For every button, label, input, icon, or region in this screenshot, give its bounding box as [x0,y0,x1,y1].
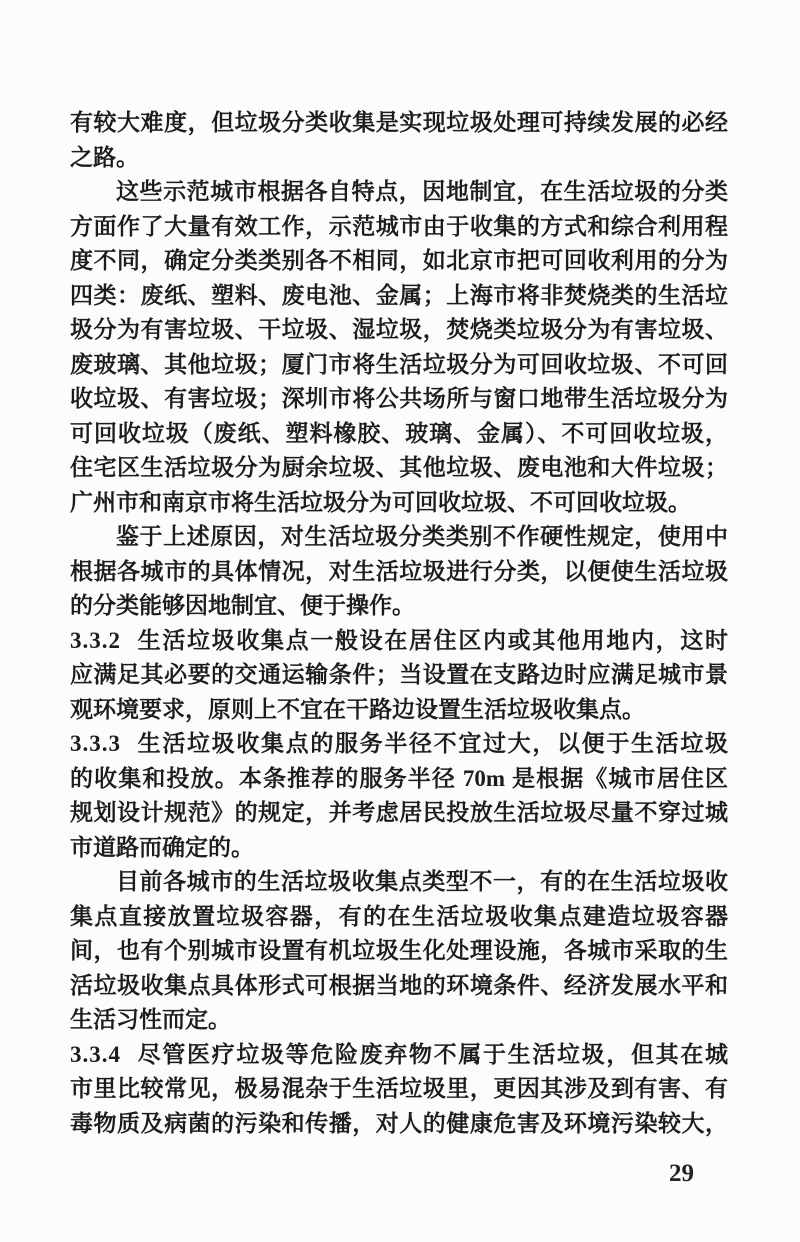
text-line: 生活习性而定。 [70,1007,231,1032]
clause-number: 3.3.4 [70,1041,121,1067]
text-line: 应满足其必要的交通运输条件；当设置在支路边时应满足城市景 [70,662,728,687]
clause-number: 3.3.2 [70,627,121,653]
text-line: 的收集和投放。本条推荐的服务半径 70m 是根据《城市居住区 [70,765,728,791]
clause-number: 3.3.3 [70,731,121,756]
text-line: 有较大难度，但垃圾分类收集是实现垃圾处理可持续发展的必经 [70,110,728,135]
clause-text: 生活垃圾收集点一般设在居住区内或其他用地内，这时 [136,627,728,653]
text-line: 的分类能够因地制宜、便于操作。 [70,593,415,618]
clause-3-3-4 [70,1038,728,1073]
text-line: 集点直接放置垃圾容器，有的在生活垃圾收集点建造垃圾容器 [70,903,728,929]
text-line: 鉴于上述原因，对生活垃圾分类类别不作硬性规定，使用中 [116,524,728,549]
text-line: 根据各城市的具体情况，对生活垃圾进行分类，以便使生活垃圾 [70,558,728,584]
text-line: 观环境要求，原则上不宜在干路边设置生活垃圾收集点。 [70,696,645,722]
text-line: 方面作了大量有效工作，示范城市由于收集的方式和综合利用程 [70,213,728,239]
clause-text: 生活垃圾收集点的服务半径不宜过大，以便于生活垃圾 [136,731,728,756]
text-line: 四类：废纸、塑料、废电池、金属；上海市将非焚烧类的生活垃 [70,282,728,308]
body-text [70,106,728,1141]
page-number: 29 [669,1160,694,1187]
text-line: 度不同，确定分类类别各不相同，如北京市把可回收利用的分为 [70,248,728,273]
text-line: 毒物质及病菌的污染和传播，对人的健康危害及环境污染较大， [70,1110,728,1136]
text-line: 住宅区生活垃圾分为厨余垃圾、其他垃圾、废电池和大件垃圾； [70,455,728,480]
text-line: 废玻璃、其他垃圾；厦门市将生活垃圾分为可回收垃圾、不可回 [70,351,728,377]
text-line: 目前各城市的生活垃圾收集点类型不一，有的在生活垃圾收 [116,869,728,894]
text-line: 广州市和南京市将生活垃圾分为可回收垃圾、不可回收垃圾。 [70,489,691,515]
text-line: 间，也有个别城市设置有机垃圾生化处理设施，各城市采取的生 [70,938,728,963]
text-line: 活垃圾收集点具体形式可根据当地的环境条件、经济发展水平和 [70,972,728,998]
text-line: 市道路而确定的。 [70,834,254,860]
text-line: 规划设计规范》的规定，并考虑居民投放生活垃圾尽量不穿过城 [70,800,728,825]
clause-3-3-2 [70,624,728,659]
text-line: 可回收垃圾（废纸、塑料橡胶、玻璃、金属）、不可回收垃圾， [70,420,728,446]
text-line: 收垃圾、有害垃圾；深圳市将公共场所与窗口地带生活垃圾分为 [70,386,728,411]
clause-3-3-3 [70,727,728,762]
text-line: 之路。 [70,144,139,170]
text-line: 市里比较常见，极易混杂于生活垃圾里，更因其涉及到有害、有 [70,1076,728,1101]
text-line: 圾分为有害垃圾、干垃圾、湿垃圾，焚烧类垃圾分为有害垃圾、 [70,317,728,342]
clause-text: 尽管医疗垃圾等危险废弃物不属于生活垃圾，但其在城 [136,1041,728,1067]
text-line: 这些示范城市根据各自特点，因地制宜，在生活垃圾的分类 [116,179,728,204]
